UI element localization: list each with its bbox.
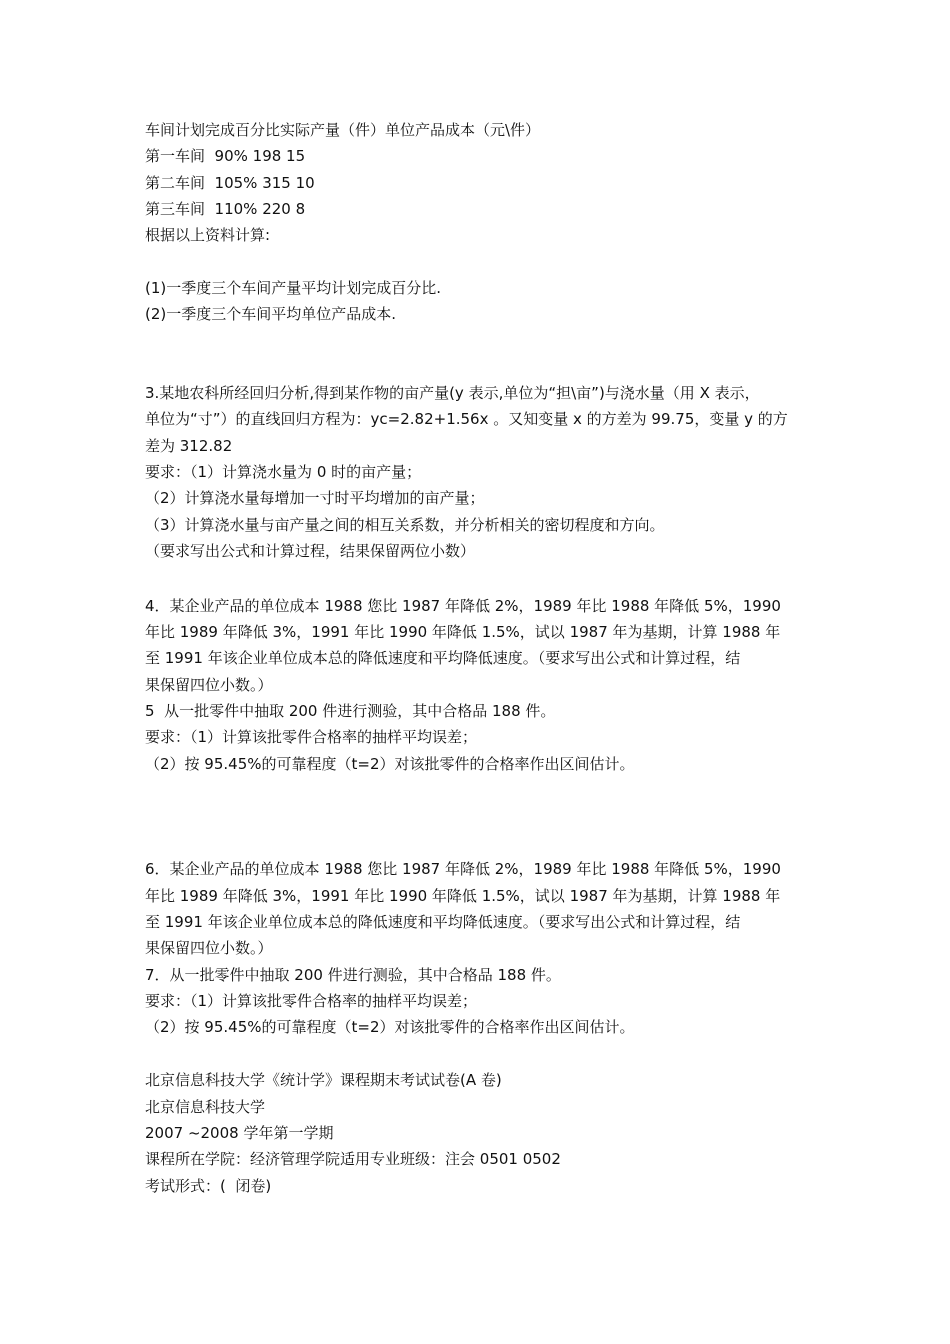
question-3-line: 3.某地农科所经回归分析,得到某作物的亩产量(y 表示,单位为“担\亩”)与浇水量（用 X 表示， bbox=[145, 384, 760, 402]
table-row: 第三车间 110% 220 8 bbox=[145, 200, 306, 218]
university-name: 北京信息科技大学 bbox=[145, 1098, 266, 1116]
academic-term: 2007 ~2008 学年第一学期 bbox=[145, 1124, 334, 1142]
question-5-requirement: 要求：（1）计算该批零件合格率的抽样平均误差； bbox=[145, 728, 478, 746]
intro-text: 根据以上资料计算: bbox=[145, 226, 271, 244]
question-4-line: 年比 1989 年降低 3%，1991 年比 1990 年降低 1.5%，试以 1987 年为基期，计算 1988 年 bbox=[145, 623, 781, 641]
question-6-line: 年比 1989 年降低 3%，1991 年比 1990 年降低 1.5%，试以 1987 年为基期，计算 1988 年 bbox=[145, 887, 781, 905]
question-2-part-2: (2)一季度三个车间平均单位产品成本. bbox=[145, 305, 397, 323]
question-7-requirement: （2）按 95.45%的可靠程度（t=2）对该批零件的合格率作出区间估计。 bbox=[145, 1018, 635, 1036]
table-header: 车间计划完成百分比实际产量（件）单位产品成本（元\件） bbox=[145, 121, 541, 139]
question-3-line: 单位为“寸”）的直线回归方程为：yc=2.82+1.56x 。又知变量 x 的方差为 99.75，变量 y 的方 bbox=[145, 410, 788, 428]
exam-title: 北京信息科技大学《统计学》课程期末考试试卷(A 卷) bbox=[145, 1071, 502, 1089]
question-3-requirement: （3）计算浇水量与亩产量之间的相互关系数，并分析相关的密切程度和方向。 bbox=[145, 516, 665, 534]
table-row: 第一车间 90% 198 15 bbox=[145, 147, 306, 165]
exam-form: 考试形式：( 闭卷) bbox=[145, 1177, 272, 1195]
question-5-requirement: （2）按 95.45%的可靠程度（t=2）对该批零件的合格率作出区间估计。 bbox=[145, 755, 635, 773]
question-6-line: 果保留四位小数。） bbox=[145, 939, 273, 957]
question-3-line: 差为 312.82 bbox=[145, 437, 233, 455]
table-row: 第二车间 105% 315 10 bbox=[145, 174, 315, 192]
question-2-part-1: (1)一季度三个车间产量平均计划完成百分比. bbox=[145, 279, 442, 297]
question-7-requirement: 要求：（1）计算该批零件合格率的抽样平均误差； bbox=[145, 992, 478, 1010]
question-3-requirement: 要求：（1）计算浇水量为 0 时的亩产量； bbox=[145, 463, 422, 481]
question-3-requirement: （2）计算浇水量每增加一寸时平均增加的亩产量； bbox=[145, 489, 485, 507]
question-4-line: 果保留四位小数。） bbox=[145, 676, 273, 694]
question-6-line: 至 1991 年该企业单位成本总的降低速度和平均降低速度。（要求写出公式和计算过程，结 bbox=[145, 913, 741, 931]
question-7-line: 7．从一批零件中抽取 200 件进行测验，其中合格品 188 件。 bbox=[145, 966, 561, 984]
college-info: 课程所在学院：经济管理学院适用专业班级：注会 0501 0502 bbox=[145, 1150, 561, 1168]
question-4-line: 至 1991 年该企业单位成本总的降低速度和平均降低速度。（要求写出公式和计算过程，结 bbox=[145, 649, 741, 667]
question-5-line: 5 从一批零件中抽取 200 件进行测验，其中合格品 188 件。 bbox=[145, 702, 556, 720]
question-3-note: （要求写出公式和计算过程，结果保留两位小数） bbox=[145, 542, 476, 560]
question-4-line: 4．某企业产品的单位成本 1988 您比 1987 年降低 2%，1989 年比 1988 年降低 5%，1990 bbox=[145, 597, 781, 615]
question-6-line: 6．某企业产品的单位成本 1988 您比 1987 年降低 2%，1989 年比 1988 年降低 5%，1990 bbox=[145, 860, 781, 878]
